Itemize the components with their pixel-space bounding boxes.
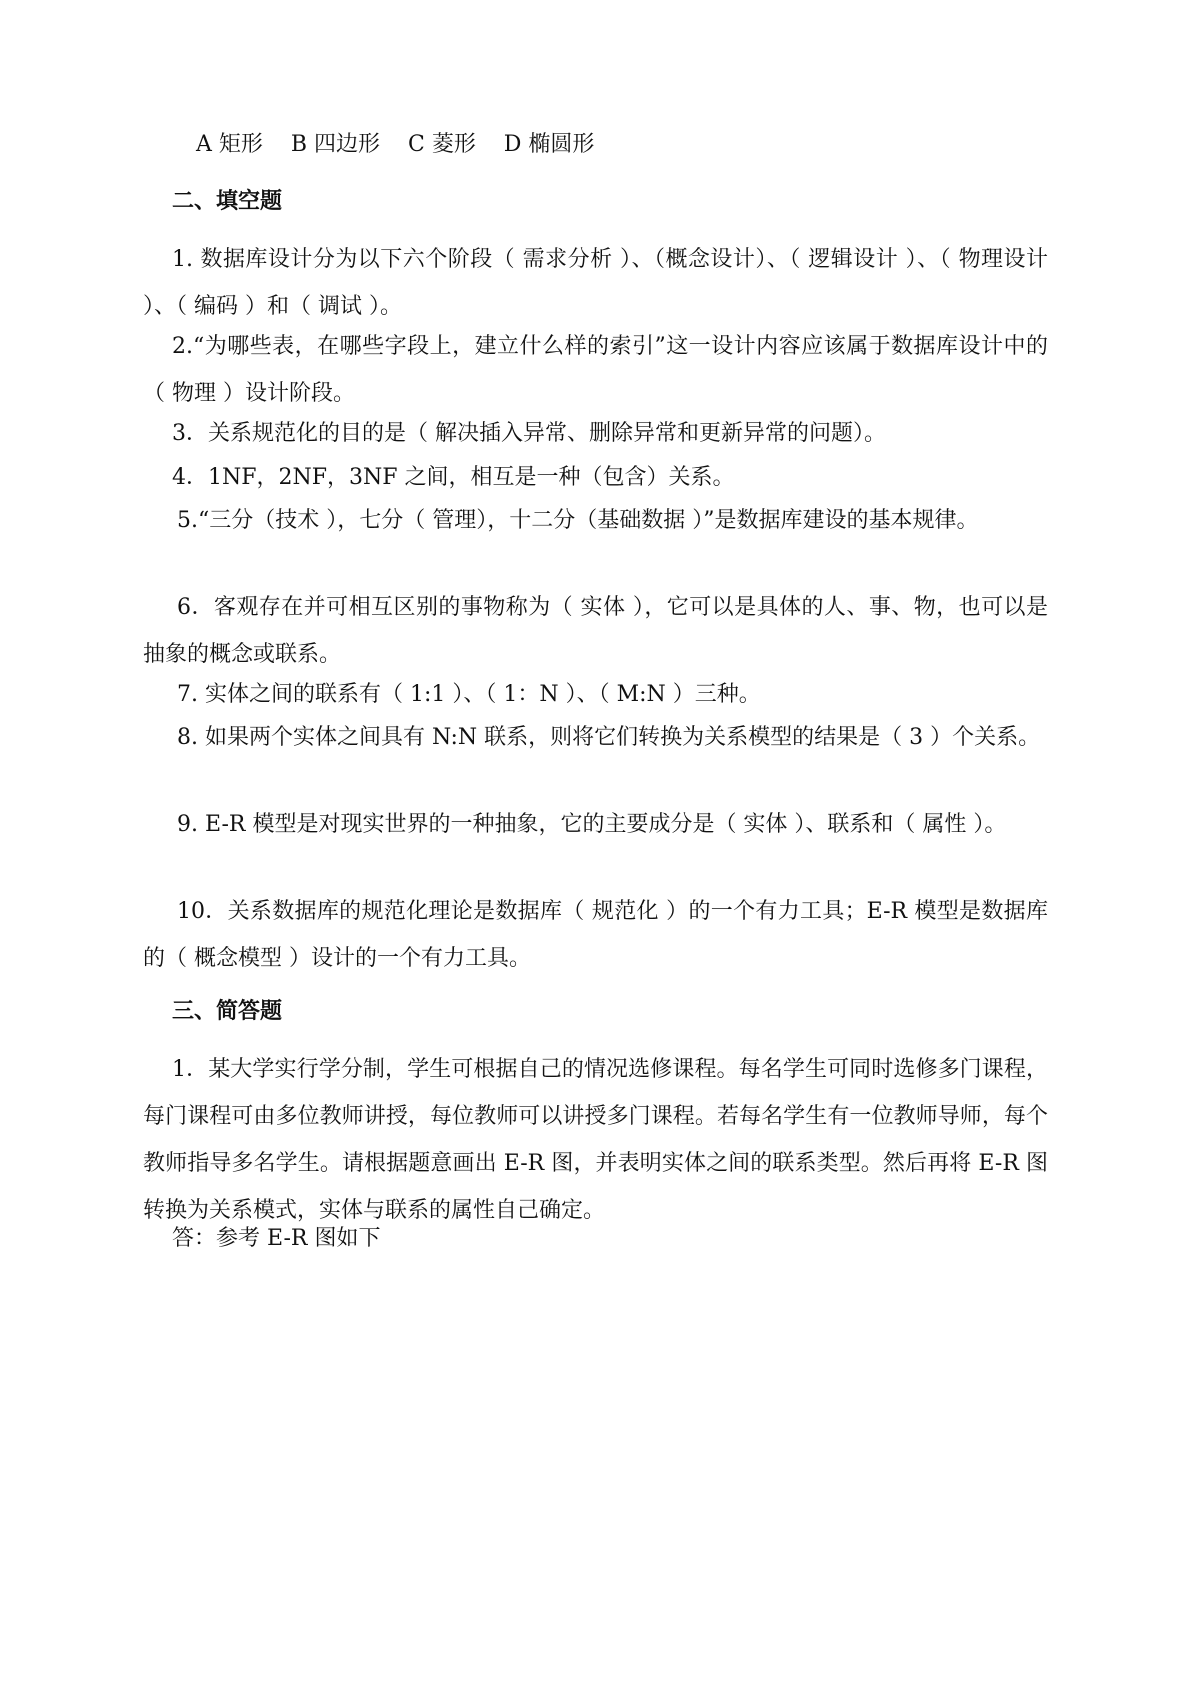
fill-in-item-1: 1. 数据库设计分为以下六个阶段（ 需求分析 ）、（概念设计）、（ 逻辑设计 ）、（ 物理设计 ）、（ 编码 ）和（ 调试 ）。 xyxy=(143,247,1048,319)
fill-in-item-3: 3．关系规范化的目的是（ 解决插入异常、删除异常和更新异常的问题）。 xyxy=(172,421,886,446)
short-answer-answer-lead: 答：参考 E-R 图如下 xyxy=(172,1226,381,1251)
fill-in-item-5: 5.“三分（技术 ），七分（ 管理），十二分（基础数据 ）”是数据库建设的基本规律。 xyxy=(177,508,979,533)
section-heading-short-answer: 三、简答题 xyxy=(172,998,283,1024)
fill-in-item-8: 8. 如果两个实体之间具有 N:N 联系，则将它们转换为关系模型的结果是（ 3 ）个关系。 xyxy=(177,725,1041,750)
fill-in-item-6: 6．客观存在并可相互区别的事物称为（ 实体 ），它可以是具体的人、事、物，也可以是抽象的概念或联系。 xyxy=(143,595,1048,667)
fill-in-item-10: 10．关系数据库的规范化理论是数据库（ 规范化 ）的一个有力工具；E-R 模型是数据库的（ 概念模型 ）设计的一个有力工具。 xyxy=(143,899,1048,971)
short-answer-question-1: 1．某大学实行学分制，学生可根据自己的情况选修课程。每名学生可同时选修多门课程，每门课程可由多位教师讲授，每位教师可以讲授多门课程。若每名学生有一位教师导师，每个教师指导多名学生。请根据题意画出 E-R 图，并表明实体之间的联系类型。然后再将 E-R 图转换为关系模式，实体与联系的属性自己确定。 xyxy=(143,1057,1048,1223)
choice-options-line: A 矩形 B 四边形 C 菱形 D 椭圆形 xyxy=(196,132,595,157)
section-heading-fill-in: 二、填空题 xyxy=(172,188,283,214)
fill-in-item-7: 7. 实体之间的联系有（ 1:1 ）、（ 1：N ）、（ M:N ）三种。 xyxy=(177,682,761,707)
fill-in-item-9: 9. E-R 模型是对现实世界的一种抽象，它的主要成分是（ 实体 ）、联系和（ 属性 ）。 xyxy=(177,812,1007,837)
fill-in-item-4: 4．1NF，2NF，3NF 之间，相互是一种（包含）关系。 xyxy=(172,465,735,490)
fill-in-item-2: 2.“为哪些表，在哪些字段上，建立什么样的索引”这一设计内容应该属于数据库设计中的（ 物理 ）设计阶段。 xyxy=(143,334,1048,406)
